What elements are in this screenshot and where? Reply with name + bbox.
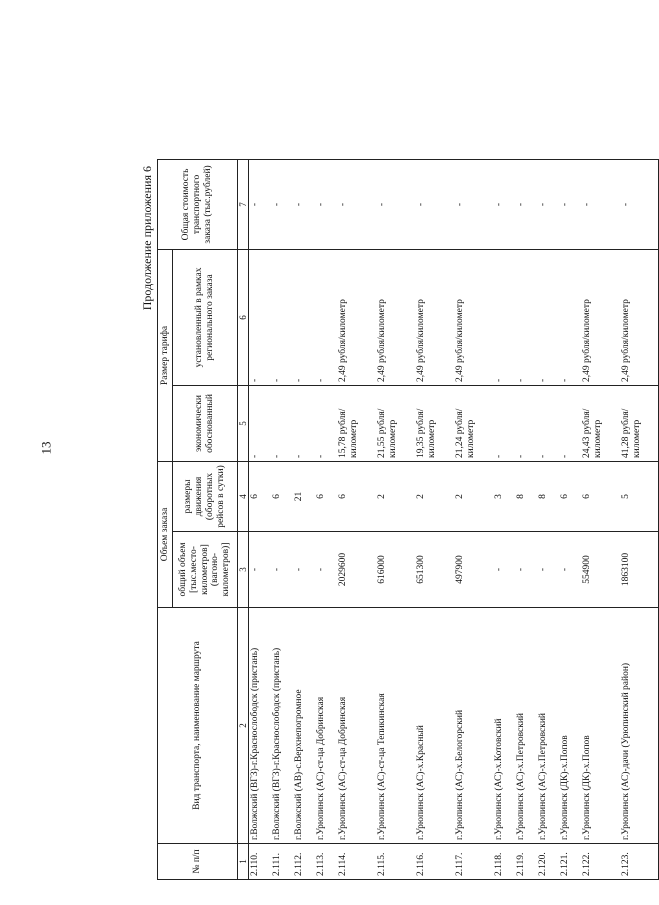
total-volume: - <box>515 532 537 608</box>
row-number: 2.114. <box>337 844 376 880</box>
economic-tariff: - <box>271 385 293 461</box>
total-volume: 616000 <box>376 532 415 608</box>
traffic-size: 3 <box>493 461 515 531</box>
traffic-size: 6 <box>271 461 293 531</box>
table-row <box>537 159 559 879</box>
total-volume: 1863100 <box>620 532 659 608</box>
table-row <box>376 159 415 879</box>
regional-tariff: 2,49 рубля/километр <box>337 249 376 385</box>
route-name: г.Урюпинск (АС)-ст-ца Добринская <box>337 608 376 844</box>
total-volume: - <box>493 532 515 608</box>
total-cost: - <box>415 159 454 249</box>
economic-tariff: 21,24 рубля/ километр <box>454 385 493 461</box>
regional-tariff: - <box>559 249 581 385</box>
traffic-size: 8 <box>515 461 537 531</box>
column-number: 4 <box>238 461 249 531</box>
route-name: г.Урюпинск (АС)-х.Белогорский <box>454 608 493 844</box>
header-regional: установленный в рамках регионального заказа <box>173 249 238 385</box>
column-number: 1 <box>238 844 249 880</box>
regional-tariff: - <box>249 249 271 385</box>
table-row <box>337 159 376 879</box>
total-cost: - <box>376 159 415 249</box>
row-number: 2.113. <box>315 844 337 880</box>
total-volume: 651300 <box>415 532 454 608</box>
route-name: г.Урюпинск (ДК)-х.Попов <box>581 608 620 844</box>
traffic-size: 2 <box>376 461 415 531</box>
route-name: г.Урюпинск (АС)-х.Петровский <box>537 608 559 844</box>
total-volume: - <box>315 532 337 608</box>
total-volume: - <box>537 532 559 608</box>
total-cost: - <box>537 159 559 249</box>
traffic-size: 5 <box>620 461 659 531</box>
appendix-title: Продолжение приложения 6 <box>140 166 154 311</box>
economic-tariff: 24,43 рубля/ километр <box>581 385 620 461</box>
economic-tariff: 21,55 рубля/ километр <box>376 385 415 461</box>
economic-tariff: - <box>315 385 337 461</box>
page-number: 13 <box>38 441 54 455</box>
regional-tariff: 2,49 рубля/километр <box>376 249 415 385</box>
table-row <box>454 159 493 879</box>
traffic-size: 8 <box>537 461 559 531</box>
economic-tariff: 15,78 рубля/ километр <box>337 385 376 461</box>
row-number: 2.120. <box>537 844 559 880</box>
table-row <box>559 159 581 879</box>
total-volume: 497900 <box>454 532 493 608</box>
header-route: Вид транспорта, наименование маршрута <box>158 608 238 844</box>
header-tariff: Размер тарифа <box>158 249 173 461</box>
total-cost: - <box>493 159 515 249</box>
route-name: г.Урюпинск (АС)-ст-ца Тепикинская <box>376 608 415 844</box>
traffic-size: 6 <box>581 461 620 531</box>
row-number: 2.112. <box>293 844 315 880</box>
total-cost: - <box>315 159 337 249</box>
table-row <box>581 159 620 879</box>
header-traffic-size: размеры движения (оборотных рейсов в сутки) <box>173 461 238 531</box>
regional-tariff: - <box>537 249 559 385</box>
regional-tariff: - <box>493 249 515 385</box>
route-name: г.Урюпинск (АС)-ст-ца Добринская <box>315 608 337 844</box>
traffic-size: 6 <box>249 461 271 531</box>
traffic-size: 2 <box>415 461 454 531</box>
table-row <box>415 159 454 879</box>
header-num: № п/п <box>158 844 238 880</box>
table-row <box>293 159 315 879</box>
header-order-volume: Объем заказа <box>158 461 173 607</box>
header-total-volume: общий объем [тыс.место-километров] (вагоно-километров)] <box>173 532 238 608</box>
row-number: 2.117. <box>454 844 493 880</box>
traffic-size: 6 <box>559 461 581 531</box>
table-row <box>493 159 515 879</box>
total-cost: - <box>515 159 537 249</box>
economic-tariff: 41,28 рубля/ километр <box>620 385 659 461</box>
total-cost: - <box>249 159 271 249</box>
route-name: г.Урюпинск (АС)-дачи (Урюпинский район) <box>620 608 659 844</box>
column-number: 5 <box>238 385 249 461</box>
total-volume: - <box>271 532 293 608</box>
economic-tariff: - <box>515 385 537 461</box>
header-total-cost: Общая стоимость транспортного заказа (тыс.рублей) <box>158 159 238 249</box>
total-cost: - <box>454 159 493 249</box>
traffic-size: 6 <box>337 461 376 531</box>
row-number: 2.118. <box>493 844 515 880</box>
regional-tariff: 2,49 рубля/километр <box>620 249 659 385</box>
column-number: 6 <box>238 249 249 385</box>
rotated-page-content <box>140 160 642 880</box>
table-row <box>271 159 293 879</box>
traffic-size: 21 <box>293 461 315 531</box>
economic-tariff: 19,35 рубля/ километр <box>415 385 454 461</box>
route-name: г.Урюпинск (ДК)-х.Попов <box>559 608 581 844</box>
total-cost: - <box>559 159 581 249</box>
regional-tariff: 2,49 рубля/километр <box>454 249 493 385</box>
total-cost: - <box>581 159 620 249</box>
row-number: 2.121. <box>559 844 581 880</box>
table-body <box>249 159 659 879</box>
total-volume: 554900 <box>581 532 620 608</box>
economic-tariff: - <box>493 385 515 461</box>
total-cost: - <box>293 159 315 249</box>
regional-tariff: - <box>315 249 337 385</box>
row-number: 2.116. <box>415 844 454 880</box>
route-name: г.Волжский (ВГЗ)-г.Краснослободск (пристань) <box>249 608 271 844</box>
column-number: 2 <box>238 608 249 844</box>
route-name: г.Волжский (АВ)-с.Верхнепогромное <box>293 608 315 844</box>
route-name: г.Урюпинск (АС)-х.Петровский <box>515 608 537 844</box>
row-number: 2.110. <box>249 844 271 880</box>
row-number: 2.115. <box>376 844 415 880</box>
route-name: г.Урюпинск (АС)-х.Красный <box>415 608 454 844</box>
economic-tariff: - <box>249 385 271 461</box>
row-number: 2.123. <box>620 844 659 880</box>
table-row <box>515 159 537 879</box>
regional-tariff: - <box>293 249 315 385</box>
row-number: 2.111. <box>271 844 293 880</box>
total-cost: - <box>337 159 376 249</box>
column-number: 7 <box>238 159 249 249</box>
total-cost: - <box>271 159 293 249</box>
row-number: 2.119. <box>515 844 537 880</box>
header-economic: экономически обоснованный <box>173 385 238 461</box>
regional-tariff: - <box>271 249 293 385</box>
total-volume: - <box>293 532 315 608</box>
column-number: 3 <box>238 532 249 608</box>
total-cost: - <box>620 159 659 249</box>
regional-tariff: - <box>515 249 537 385</box>
traffic-size: 2 <box>454 461 493 531</box>
total-volume: - <box>559 532 581 608</box>
total-volume: 2029600 <box>337 532 376 608</box>
economic-tariff: - <box>559 385 581 461</box>
economic-tariff: - <box>293 385 315 461</box>
row-number: 2.122. <box>581 844 620 880</box>
regional-tariff: 2,49 рубля/километр <box>415 249 454 385</box>
traffic-size: 6 <box>315 461 337 531</box>
regional-tariff: 2,49 рубля/километр <box>581 249 620 385</box>
route-name: г.Урюпинск (АС)-х.Котовский <box>493 608 515 844</box>
economic-tariff: - <box>537 385 559 461</box>
tariff-table <box>157 159 659 880</box>
table-row <box>620 159 659 879</box>
table-row <box>315 159 337 879</box>
table-row <box>249 159 271 879</box>
route-name: г.Волжский (ВГЗ)-г.Краснослободск (пристань) <box>271 608 293 844</box>
total-volume: - <box>249 532 271 608</box>
